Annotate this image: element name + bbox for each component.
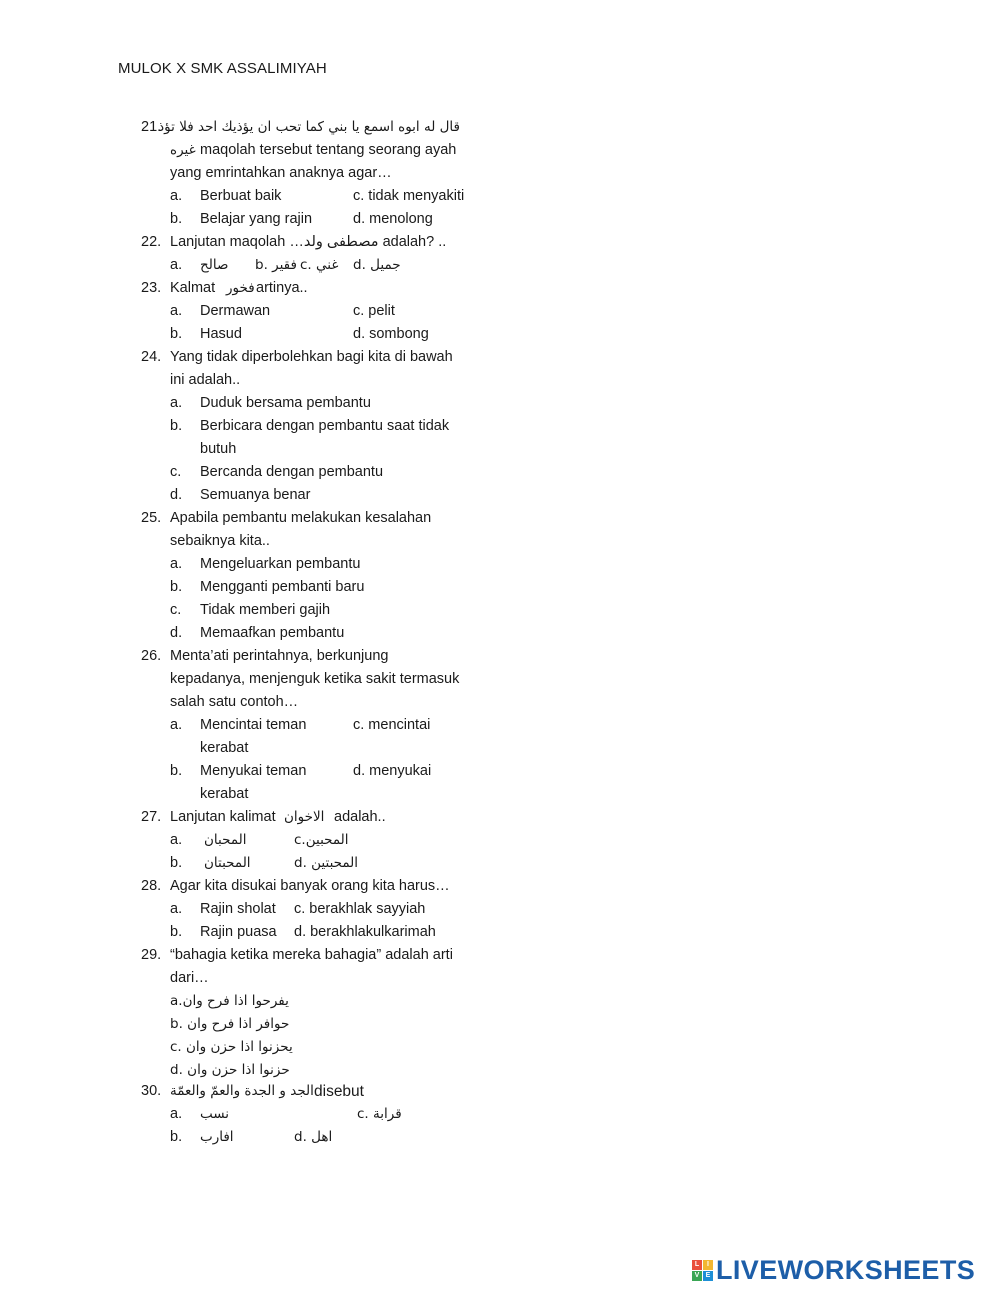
option-label: b. [170, 418, 183, 434]
option-a: Duduk bersama pembantu [200, 395, 371, 411]
option-b-cont: kerabat [200, 786, 249, 802]
option-a: Mencintai teman [200, 717, 307, 733]
option-c: c. berakhlak sayyiah [294, 901, 426, 917]
option-d: d. menyukai [353, 763, 432, 779]
question-text: Agar kita disukai banyak orang kita harus… [170, 878, 450, 894]
option-b: المحبتان [204, 855, 251, 871]
option-d: d. المحبتين [294, 855, 359, 871]
question-arabic-cont: غيره [170, 142, 196, 158]
option-label: d. [170, 625, 183, 641]
option-label: a. [170, 832, 183, 848]
option-d: Memaafkan pembantu [200, 625, 345, 641]
question-arabic: فخور [226, 280, 255, 296]
question-text: salah satu contoh… [170, 694, 299, 710]
question-text: Menta’ati perintahnya, berkunjung [170, 648, 389, 664]
option-label: a. [170, 1106, 183, 1122]
option-a-cont: kerabat [200, 740, 249, 756]
option-label: b. [170, 211, 183, 227]
question-arabic: قال له ابوه اسمع يا بني كما تحب ان يؤذيك احد فلا تؤذ [158, 119, 460, 135]
option-label: a. [170, 556, 183, 572]
option-c: c. tidak menyakiti [353, 188, 465, 204]
option-c: c. يحزنوا اذا حزن وان [170, 1039, 293, 1055]
option-b: Mengganti pembanti baru [200, 579, 365, 595]
logo-text: LIVEWORKSHEETS [716, 1254, 976, 1285]
question-text: maqolah tersebut tentang seorang ayah [200, 142, 457, 158]
option-d: d. menolong [353, 211, 433, 227]
option-a: المحبان [204, 832, 247, 848]
option-label: a. [170, 717, 183, 733]
question-text: sebaiknya kita.. [170, 533, 270, 549]
option-a: صالح [200, 257, 229, 273]
option-b: Rajin puasa [200, 924, 277, 940]
logo-blocks-icon: L I V E [692, 1260, 713, 1281]
option-a: Dermawan [200, 303, 271, 319]
question-text: kepadanya, menjenguk ketika sakit termasuk [170, 671, 460, 687]
option-c: c. pelit [353, 303, 395, 319]
option-label: b. [170, 855, 183, 871]
option-d: d. اهل [294, 1129, 333, 1145]
option-a: Rajin sholat [200, 901, 276, 917]
option-label: b. [170, 579, 183, 595]
question-arabic: الاخوان [284, 809, 325, 825]
question-text: ini adalah.. [170, 372, 241, 388]
option-label: a. [170, 395, 183, 411]
liveworksheets-logo[interactable] [692, 1255, 975, 1285]
option-b: افارب [200, 1129, 234, 1145]
option-d: Semuanya benar [200, 487, 311, 503]
question-number: 29. [141, 947, 162, 963]
option-label: a. [170, 303, 183, 319]
question-number: 24. [141, 349, 162, 365]
option-d: d. sombong [353, 326, 429, 342]
option-label: a. [170, 901, 183, 917]
question-number: 28. [141, 878, 162, 894]
option-label: a. [170, 188, 183, 204]
option-b-cont: butuh [200, 441, 237, 457]
option-label: b. [170, 326, 183, 342]
option-label: c. [170, 602, 182, 618]
question-text: Lanjutan maqolah …مصطفى ولد adalah? .. [170, 234, 447, 250]
option-a: نسب [200, 1106, 230, 1122]
question-number: 22. [141, 234, 162, 250]
option-a: a.يفرحوا اذا فرح وان [170, 993, 289, 1009]
option-b: b. حوافر اذا فرح وان [170, 1016, 290, 1032]
question-number: 30. [141, 1083, 162, 1099]
question-text: “bahagia ketika mereka bahagia” adalah arti [170, 947, 453, 963]
question-number: 26. [141, 648, 162, 664]
option-label: b. [170, 924, 183, 940]
option-b: Menyukai teman [200, 763, 307, 779]
option-b: Hasud [200, 326, 242, 342]
option-a: Berbuat baik [200, 188, 282, 204]
option-a: Mengeluarkan pembantu [200, 556, 361, 572]
question-text: Yang tidak diperbolehkan bagi kita di bawah [170, 349, 453, 365]
page-header-title: MULOK X SMK ASSALIMIYAH [118, 60, 327, 77]
question-text: Apabila pembantu melakukan kesalahan [170, 510, 432, 526]
question-number: 21. [141, 119, 162, 135]
question-number: 25. [141, 510, 162, 526]
question-text: adalah.. [334, 809, 386, 825]
option-label: d. [170, 487, 183, 503]
option-b: b. فقير [255, 257, 297, 273]
option-d: d. berakhlakulkarimah [294, 924, 436, 940]
option-c: c. قرابة [357, 1106, 402, 1122]
option-c: c. غني [300, 257, 339, 273]
option-label: b. [170, 763, 183, 779]
option-d: d. جميل [353, 257, 401, 273]
question-number: 27. [141, 809, 162, 825]
option-label: a. [170, 257, 183, 273]
question-text: dari… [170, 970, 209, 986]
option-label: b. [170, 1129, 183, 1145]
option-label: c. [170, 464, 182, 480]
option-d: d. حزنوا اذا حزن وان [170, 1062, 290, 1078]
question-text: artinya.. [256, 280, 308, 296]
question-text: yang emrintahkan anaknya agar… [170, 165, 392, 181]
option-c: c. mencintai [353, 717, 431, 733]
question-number: 23. [141, 280, 162, 296]
question-text: Lanjutan kalimat [170, 809, 276, 825]
question-text: disebut [314, 1083, 364, 1100]
question-text: Kalmat [170, 280, 216, 296]
question-arabic: الجد و الجدة والعمّ والعمّة [170, 1083, 314, 1099]
option-b: Berbicara dengan pembantu saat tidak [200, 418, 450, 434]
option-c: Tidak memberi gajih [200, 602, 331, 618]
option-c: Bercanda dengan pembantu [200, 464, 384, 480]
option-c: c.المحبين [294, 832, 349, 848]
option-b: Belajar yang rajin [200, 211, 313, 227]
